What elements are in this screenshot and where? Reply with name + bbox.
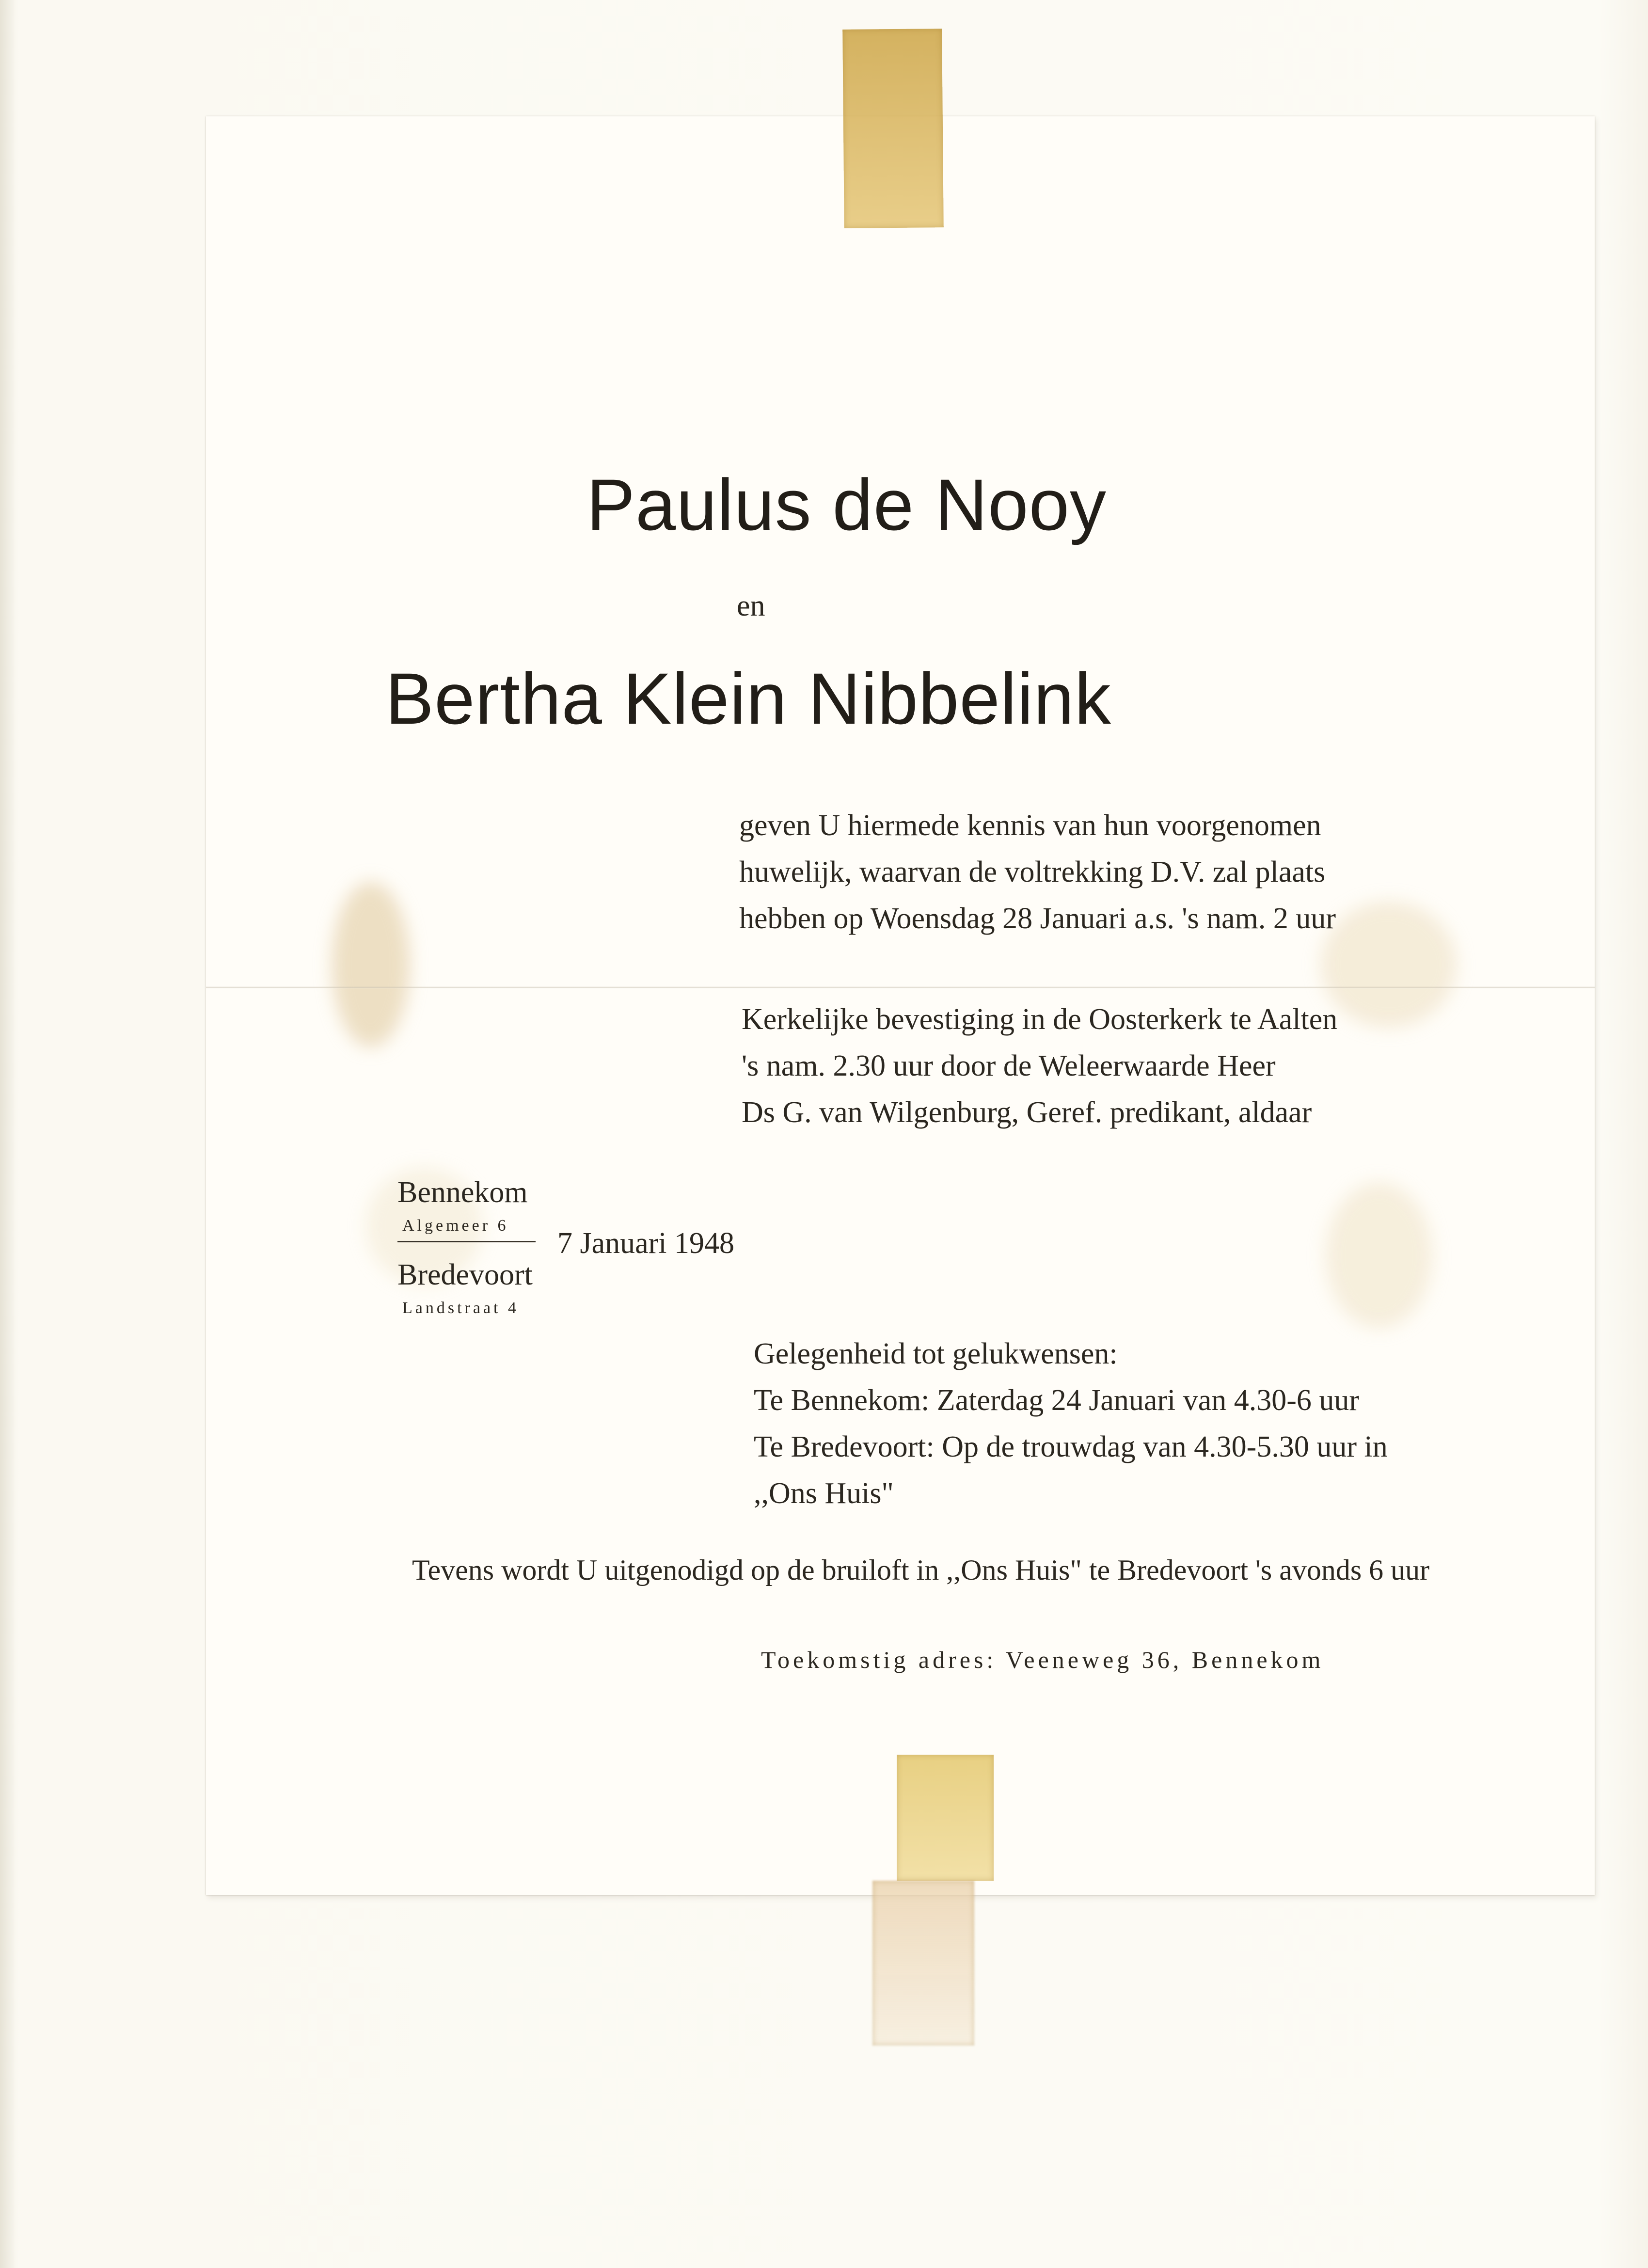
album-page-edge	[0, 0, 15, 2268]
sender-place-1: Bennekom	[397, 1176, 528, 1209]
stain	[1326, 1183, 1432, 1328]
announcement-paragraph	[739, 802, 1336, 942]
sender-place-2: Bredevoort	[397, 1258, 533, 1291]
stain	[1321, 902, 1457, 1028]
church-paragraph	[742, 996, 1337, 1136]
church-line: Ds G. van Wilgenburg, Geref. predikant, aldaar	[742, 1096, 1312, 1129]
sender-address-1: Algemeer 6	[402, 1217, 509, 1235]
church-line: Kerkelijke bevestiging in de Oosterkerk te Aalten	[742, 1003, 1338, 1036]
groom-name: Paulus de Nooy	[586, 464, 1107, 545]
adhesive-tape-top	[842, 29, 944, 228]
adhesive-tape-bottom	[897, 1755, 994, 1881]
future-address: Toekomstig adres: Veeneweg 36, Bennekom	[761, 1646, 1324, 1673]
tape-residue	[872, 1881, 974, 2046]
sender-divider	[397, 1241, 536, 1242]
church-line: 's nam. 2.30 uur door de Weleerwaarde Heer	[742, 1049, 1276, 1082]
bride-name: Bertha Klein Nibbelink	[385, 658, 1111, 739]
congratulations-line: Gelegenheid tot gelukwensen:	[754, 1337, 1118, 1370]
announcement-date: 7 Januari 1948	[557, 1227, 735, 1260]
announcement-line: geven U hiermede kennis van hun voorgenomen	[739, 809, 1321, 842]
reception-invitation: Tevens wordt U uitgenodigd op de bruiloft in ,,Ons Huis" te Bredevoort 's avonds 6 uur	[412, 1554, 1430, 1586]
fold-line	[206, 986, 1595, 988]
congratulations-paragraph	[754, 1331, 1388, 1517]
congratulations-line: Te Bennekom: Zaterdag 24 Januari van 4.30-6 uur	[754, 1384, 1360, 1417]
stain	[332, 882, 410, 1047]
announcement-line: huwelijk, waarvan de voltrekking D.V. zal plaats	[739, 856, 1326, 888]
congratulations-line: Te Bredevoort: Op de trouwdag van 4.30-5.30 uur in	[754, 1430, 1388, 1463]
announcement-line: hebben op Woensdag 28 Januari a.s. 's nam. 2 uur	[739, 902, 1336, 935]
sender-address-2: Landstraat 4	[402, 1299, 519, 1317]
conjunction: en	[737, 589, 765, 622]
congratulations-line: ,,Ons Huis"	[754, 1477, 894, 1510]
